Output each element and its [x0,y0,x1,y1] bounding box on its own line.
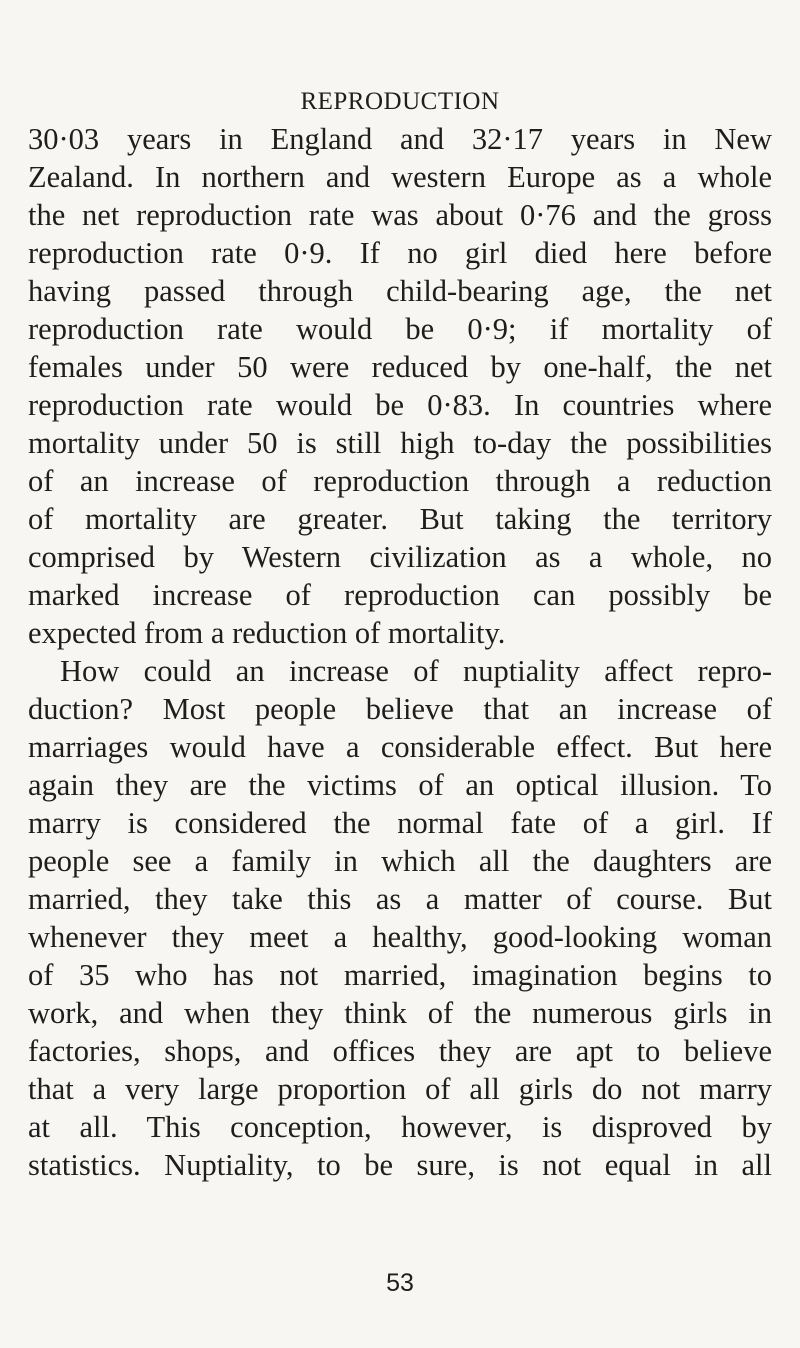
text-line: whenever they meet a healthy, good-looking woman [28,920,772,954]
text-line: How could an increase of nuptiality affect repro- [60,654,772,688]
text-line: of an increase of reproduction through a reduction [28,464,772,498]
text-line: marry is considered the normal fate of a girl. If [28,806,772,840]
text-line: comprised by Western civilization as a whole, no [28,540,772,574]
text-line: females under 50 were reduced by one-half, the net [28,350,772,384]
text-line: expected from a reduction of mortality. [28,616,506,650]
text-line: work, and when they think of the numerous girls in [28,996,772,1030]
text-line: that a very large proportion of all girls do not marry [28,1072,772,1106]
text-line: factories, shops, and offices they are apt to believe [28,1034,772,1068]
text-line: of 35 who has not married, imagination begins to [28,958,772,992]
text-line: again they are the victims of an optical illusion. To [28,768,772,802]
text-line: marked increase of reproduction can possibly be [28,578,772,612]
text-line: statistics. Nuptiality, to be sure, is not equal in all [28,1148,772,1182]
text-line: people see a family in which all the daughters are [28,844,772,878]
text-line: Zealand. In northern and western Europe as a whole [28,160,772,194]
text-line: mortality under 50 is still high to-day the possibilities [28,426,772,460]
text-line: the net reproduction rate was about 0·76 and the gross [28,198,772,232]
text-line: duction? Most people believe that an increase of [28,692,772,726]
text-line: 30·03 years in England and 32·17 years in New [28,122,772,156]
text-line: reproduction rate would be 0·9; if mortality of [28,312,772,346]
text-line: at all. This conception, however, is disproved by [28,1110,772,1144]
text-line: marriages would have a considerable effect. But here [28,730,772,764]
text-line: reproduction rate would be 0·83. In countries where [28,388,772,422]
text-line: married, they take this as a matter of course. But [28,882,772,916]
text-line: reproduction rate 0·9. If no girl died here before [28,236,772,270]
running-head: REPRODUCTION [300,88,500,115]
text-line: of mortality are greater. But taking the territory [28,502,772,536]
page-number: 53 [386,1269,414,1297]
text-line: having passed through child-bearing age, the net [28,274,772,308]
